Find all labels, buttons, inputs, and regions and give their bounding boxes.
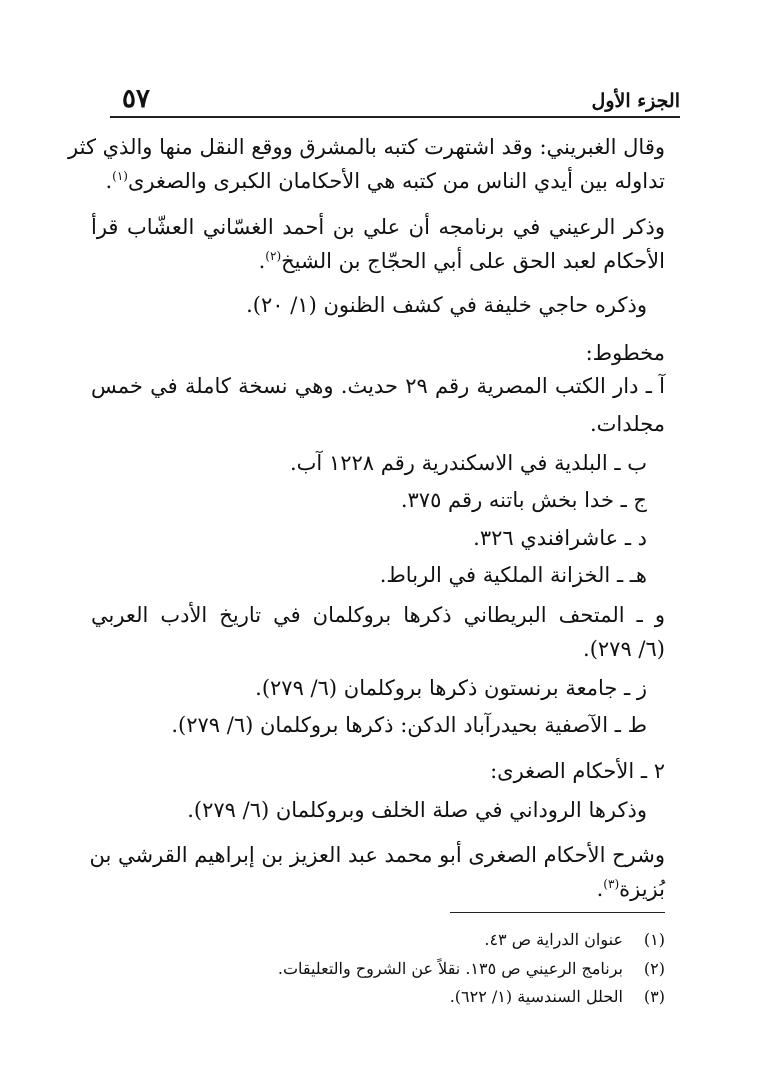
text-line: وذكره حاجي خليفة في كشف الظنون (١/ ٢٠). bbox=[246, 293, 647, 317]
footnote-number: (١) bbox=[643, 930, 665, 949]
list-item: هـ ـ الخزانة الملكية في الرباط. bbox=[379, 563, 647, 587]
list-item: ط ـ الآصفية بحيدرآباد الدكن: ذكرها بروكلمان (٦/ ٢٧٩). bbox=[171, 713, 647, 737]
footnote-text: عنوان الدراية ص ٤٣. bbox=[484, 930, 623, 949]
footnote bbox=[278, 957, 665, 981]
list-item: و ـ المتحف البريطاني ذكرها بروكلمان في تاريخ الأدب العربي bbox=[91, 603, 665, 627]
footnote-marker: (٣) bbox=[603, 877, 620, 891]
text-line: وذكرها الروداني في صلة الخلف وبروكلمان (٦/ ٢٧٩). bbox=[187, 798, 647, 822]
list-item: ج ـ خدا بخش باتنه رقم ٣٧٥. bbox=[400, 488, 647, 512]
footnote-divider bbox=[450, 912, 665, 913]
text-line: الأحكام لعبد الحق على أبي الحجّاج بن الشيخ$^{(٢)}$. bbox=[258, 249, 665, 273]
page-number: ٥٧ bbox=[122, 84, 150, 114]
section-heading: مخطوط: bbox=[585, 341, 665, 365]
text-line: بُزيزة$^{(٣)}$. bbox=[596, 877, 665, 901]
footnote-number: (٣) bbox=[643, 987, 665, 1006]
text-line: مجلدات. bbox=[589, 412, 665, 436]
text-line: (٦/ ٢٧٩). bbox=[583, 637, 665, 661]
footnote bbox=[450, 985, 665, 1009]
text-line: وذكر الرعيني في برنامجه أن علي بن أحمد الغسّاني العشّاب قرأ bbox=[91, 215, 665, 239]
footnote-marker: (١) bbox=[112, 169, 128, 183]
list-item: ب ـ البلدية في الاسكندرية رقم ١٢٢٨ آب. bbox=[289, 451, 647, 475]
list-item: د ـ عاشرافندي ٣٢٦. bbox=[473, 526, 647, 550]
page-header bbox=[110, 80, 680, 118]
footnote bbox=[484, 928, 665, 952]
section-heading: ٢ ـ الأحكام الصغرى: bbox=[490, 759, 665, 783]
text-line: آ ـ دار الكتب المصرية رقم ٢٩ حديث. وهي نسخة كاملة في خمس bbox=[91, 374, 665, 398]
text-line: وشرح الأحكام الصغرى أبو محمد عبد العزيز بن إبراهيم القرشي بن bbox=[89, 843, 665, 867]
footnote-text: الحلل السندسية (١/ ٦٢٢). bbox=[449, 987, 623, 1006]
list-item: ز ـ جامعة برنستون ذكرها بروكلمان (٦/ ٢٧٩). bbox=[255, 676, 647, 700]
running-head: الجزء الأول bbox=[591, 90, 680, 112]
footnote-text: برنامج الرعيني ص ١٣٥. نقلاً عن الشروح والتعليقات. bbox=[277, 959, 623, 978]
footnote-marker: (٢) bbox=[265, 249, 282, 263]
text-line: وقال الغبريني: وقد اشتهرت كتبه بالمشرق ووقع النقل منها والذي كثر bbox=[68, 135, 665, 159]
text-line: تداوله بين أيدي الناس من كتبه هي الأحكامان الكبرى والصغرى$^{(١)}$. bbox=[105, 169, 665, 193]
footnote-number: (٢) bbox=[643, 959, 665, 978]
